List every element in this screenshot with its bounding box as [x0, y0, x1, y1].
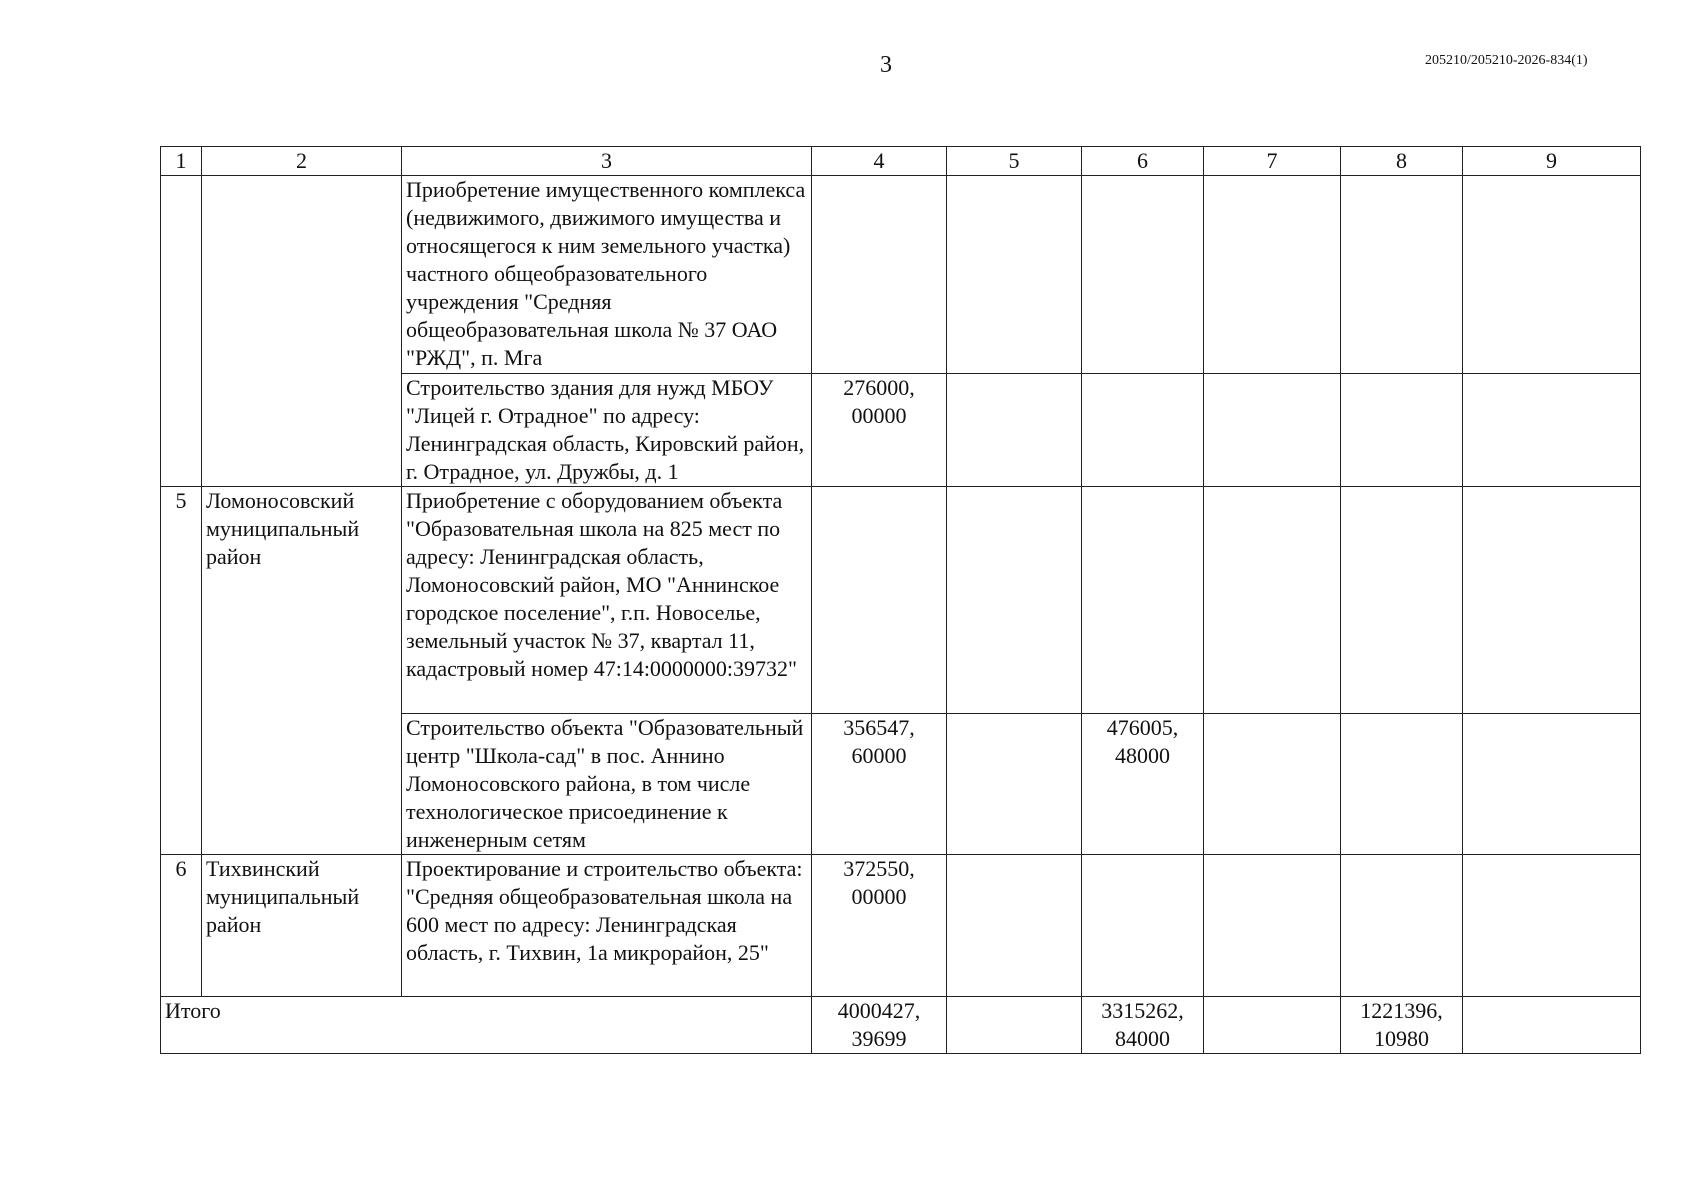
amount-part: 60000	[851, 743, 907, 768]
page-number: 3	[880, 52, 892, 78]
header-col-5: 5	[947, 147, 1082, 176]
object-description: Проектирование и строительство объекта: "Средняя общеобразовательная школа на 600 мест по адресу: Ленинградская область, г. Тихвин, 1а микрорайон, 25"	[402, 855, 812, 997]
amount-part: 48000	[1115, 743, 1170, 768]
empty-cell	[947, 374, 1082, 487]
header-col-7: 7	[1204, 147, 1341, 176]
amount-col-4	[812, 855, 947, 997]
empty-cell	[1204, 997, 1341, 1054]
empty-cell	[1463, 855, 1641, 997]
amount-part: 276000,	[843, 375, 915, 400]
district-name: Тихвинский муниципальный район	[202, 855, 402, 997]
table-row	[161, 855, 1641, 997]
amount-col-4	[812, 176, 947, 374]
empty-cell	[1463, 714, 1641, 855]
object-description: Приобретение имущественного комплекса (недвижимого, движимого имущества и относящегося к ним земельного участка) частного общеобразовательного учреждения "Средняя общеобразовательная школа № 37 ОАО "РЖД", п. Мга	[402, 176, 812, 374]
table-row	[161, 176, 1641, 374]
empty-cell	[947, 997, 1082, 1054]
amount-part: 00000	[851, 884, 907, 909]
header-col-4: 4	[812, 147, 947, 176]
amount-part: 39699	[851, 1026, 907, 1051]
amount-part: 372550,	[843, 856, 915, 881]
amount-col-4	[812, 374, 947, 487]
empty-cell	[947, 176, 1082, 374]
header-col-9: 9	[1463, 147, 1641, 176]
header-col-2: 2	[202, 147, 402, 176]
row-number	[161, 176, 202, 487]
total-col-4	[812, 997, 947, 1054]
empty-cell	[1204, 176, 1341, 374]
empty-cell	[1341, 714, 1463, 855]
total-col-6	[1082, 997, 1204, 1054]
amount-col-6	[1082, 855, 1204, 997]
empty-cell	[1463, 374, 1641, 487]
district-name: Ломоносовский муниципальный район	[202, 487, 402, 855]
empty-cell	[1341, 855, 1463, 997]
header-col-6: 6	[1082, 147, 1204, 176]
empty-cell	[1463, 176, 1641, 374]
object-description: Строительство здания для нужд МБОУ "Лицей г. Отрадное" по адресу: Ленинградская область, Кировский район, г. Отрадное, ул. Дружбы, д. 1	[402, 374, 812, 487]
empty-cell	[1341, 487, 1463, 714]
amount-part: 00000	[851, 403, 907, 428]
empty-cell	[1204, 487, 1341, 714]
row-number: 6	[161, 855, 202, 997]
district-name	[202, 176, 402, 487]
header-col-8: 8	[1341, 147, 1463, 176]
object-description: Приобретение с оборудованием объекта "Образовательная школа на 825 мест по адресу: Ленинградская область, Ломоносовский район, МО "Аннинское городское поселение", г.п. Новоселье, земельный участок № 37, квартал 11, кадастровый номер 47:14:0000000:39732"	[402, 487, 812, 714]
empty-cell	[1204, 714, 1341, 855]
amount-col-4	[812, 487, 947, 714]
amount-col-6	[1082, 714, 1204, 855]
empty-cell	[947, 714, 1082, 855]
amount-part: 4000427,	[837, 998, 921, 1023]
total-col-8	[1341, 997, 1463, 1054]
table-row	[161, 487, 1641, 714]
header-col-1: 1	[161, 147, 202, 176]
empty-cell	[1341, 176, 1463, 374]
total-label: Итого	[161, 997, 812, 1054]
empty-cell	[1463, 487, 1641, 714]
amount-part: 476005,	[1106, 715, 1179, 740]
amount-part: 1221396,	[1360, 998, 1443, 1023]
amount-part: 356547,	[843, 715, 915, 740]
amount-part: 84000	[1115, 1026, 1170, 1051]
empty-cell	[947, 487, 1082, 714]
amount-part: 10980	[1374, 1026, 1429, 1051]
amount-col-6	[1082, 176, 1204, 374]
empty-cell	[947, 855, 1082, 997]
header-col-3: 3	[402, 147, 812, 176]
empty-cell	[1204, 855, 1341, 997]
amount-col-6	[1082, 487, 1204, 714]
budget-table	[160, 146, 1641, 1054]
amount-col-6	[1082, 374, 1204, 487]
amount-col-4	[812, 714, 947, 855]
total-row	[161, 997, 1641, 1054]
object-description: Строительство объекта "Образовательный центр "Школа-сад" в пос. Аннино Ломоносовского района, в том числе технологическое присоединение к инженерным сетям	[402, 714, 812, 855]
header-row	[161, 147, 1641, 176]
document-code: 205210/205210-2026-834(1)	[1425, 53, 1588, 68]
empty-cell	[1341, 374, 1463, 487]
row-number: 5	[161, 487, 202, 855]
empty-cell	[1463, 997, 1641, 1054]
amount-part: 3315262,	[1101, 998, 1184, 1023]
empty-cell	[1204, 374, 1341, 487]
